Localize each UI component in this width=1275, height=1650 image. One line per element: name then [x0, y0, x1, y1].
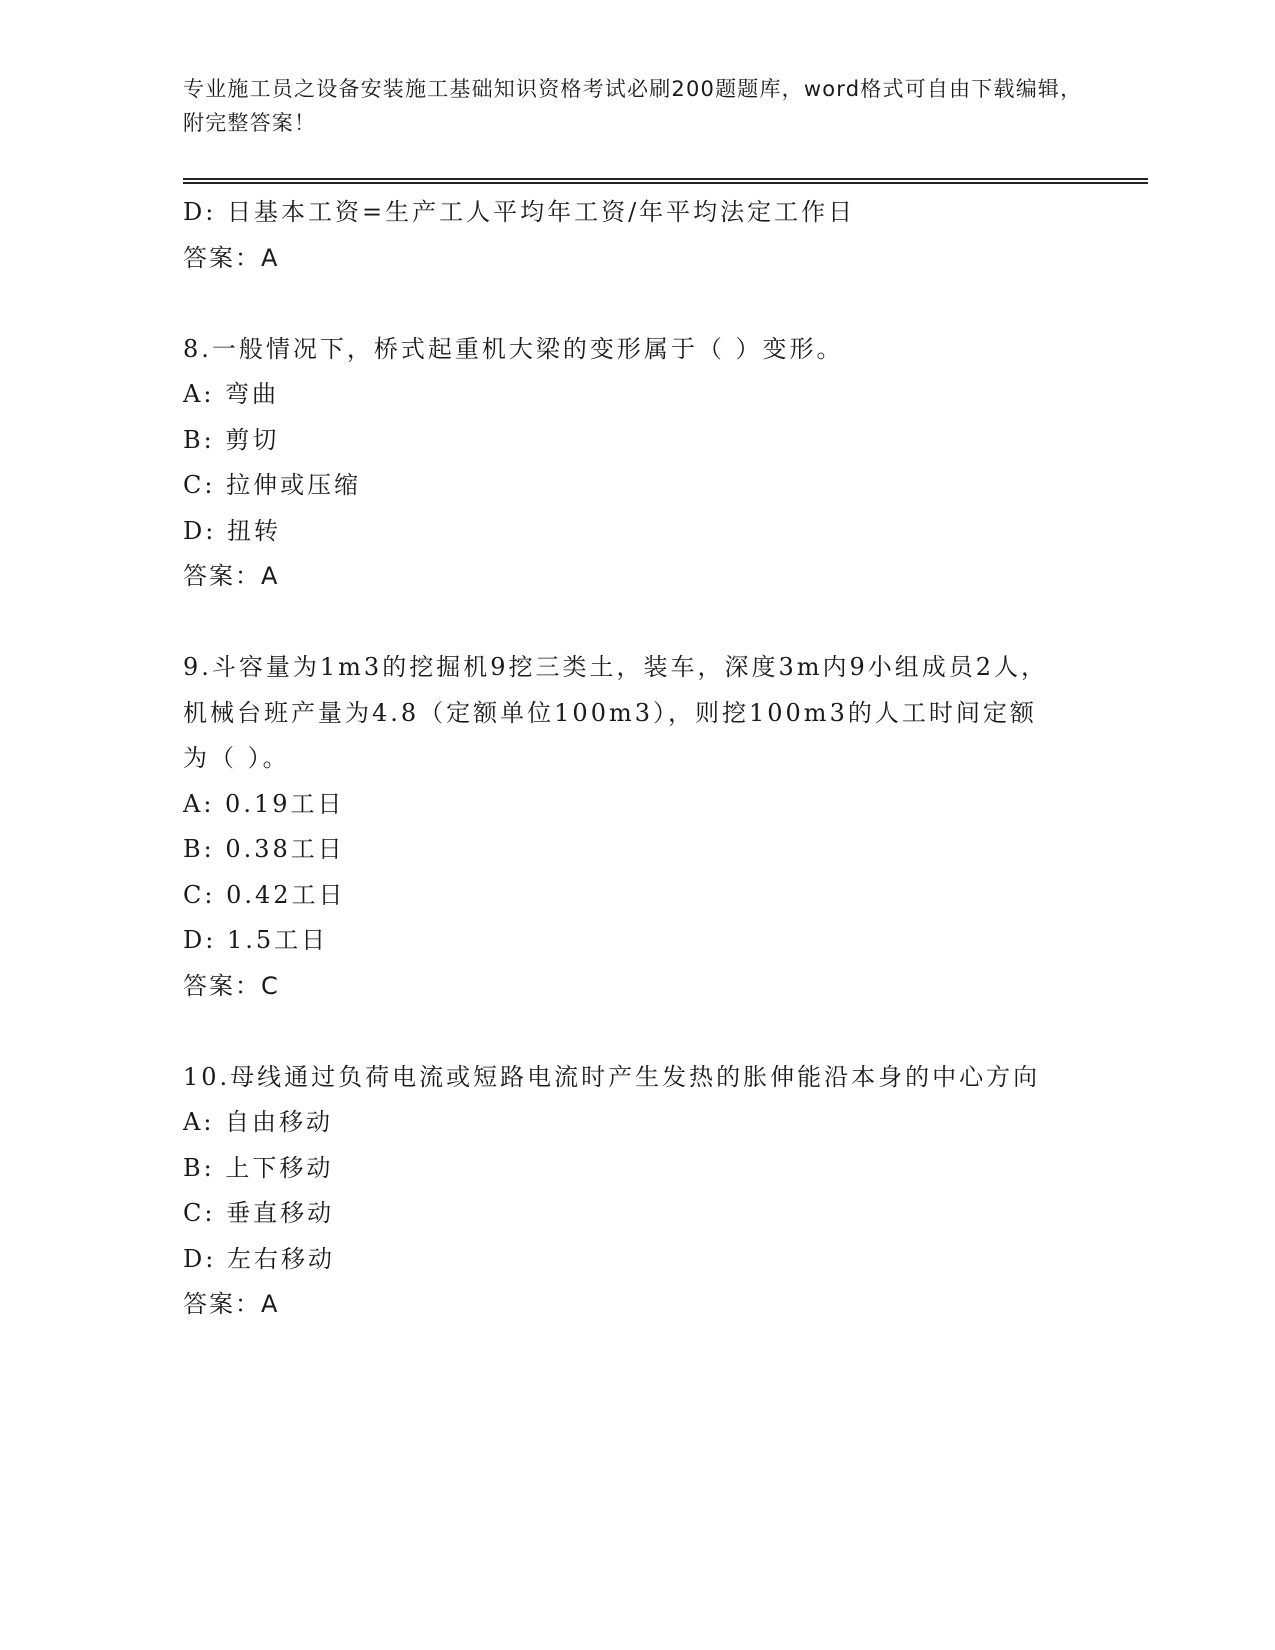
option-a: A: 自由移动: [183, 1108, 334, 1136]
option-a: A: 弯曲: [183, 380, 280, 408]
question-10: [183, 1055, 1083, 1328]
question-text: 10.母线通过负荷电流或短路电流时产生发热的胀伸能沿本身的中心方向: [183, 1062, 1041, 1091]
option-b: B: 上下移动: [183, 1153, 334, 1182]
question-8: [183, 327, 1083, 600]
spacer: [183, 281, 1083, 327]
answer: 答案：A: [183, 1290, 280, 1318]
option-d: D: 扭转: [183, 516, 281, 545]
option-c: C: 0.42工日: [183, 880, 346, 909]
answer: 答案：C: [183, 971, 280, 1000]
prev-answer: 答案：A: [183, 243, 280, 272]
option-c: C: 垂直移动: [183, 1199, 335, 1227]
spacer: [183, 600, 1083, 646]
option-d: D: 左右移动: [183, 1244, 335, 1273]
answer: 答案：A: [183, 562, 280, 590]
question-text: 9.斗容量为1m3的挖掘机9挖三类土，装车，深度3m内9小组成员2人，机械台班产量为4.8（定额单位100m3），则挖100m3的人工时间定额为（ ）。: [183, 653, 1049, 772]
header-rule-bottom: [183, 182, 1148, 184]
option-b: B: 剪切: [183, 425, 280, 454]
option-a: A: 0.19工日: [183, 789, 345, 818]
header-rule-top: [183, 178, 1148, 180]
option-d: D: 1.5工日: [183, 926, 329, 954]
option-b: B: 0.38工日: [183, 835, 345, 863]
question-text: 8.一般情况下，桥式起重机大梁的变形属于（ ）变形。: [183, 334, 844, 363]
document-body: [183, 190, 1083, 1328]
option-c: C: 拉伸或压缩: [183, 471, 362, 499]
question-9: [183, 645, 1083, 1009]
prev-option-d: D: 日基本工资=生产工人平均年工资/年平均法定工作日: [183, 198, 856, 226]
document-header: 专业施工员之设备安装施工基础知识资格考试必刷200题题库，word格式可自由下载编辑，附完整答案！: [183, 77, 1083, 135]
spacer: [183, 1009, 1083, 1055]
